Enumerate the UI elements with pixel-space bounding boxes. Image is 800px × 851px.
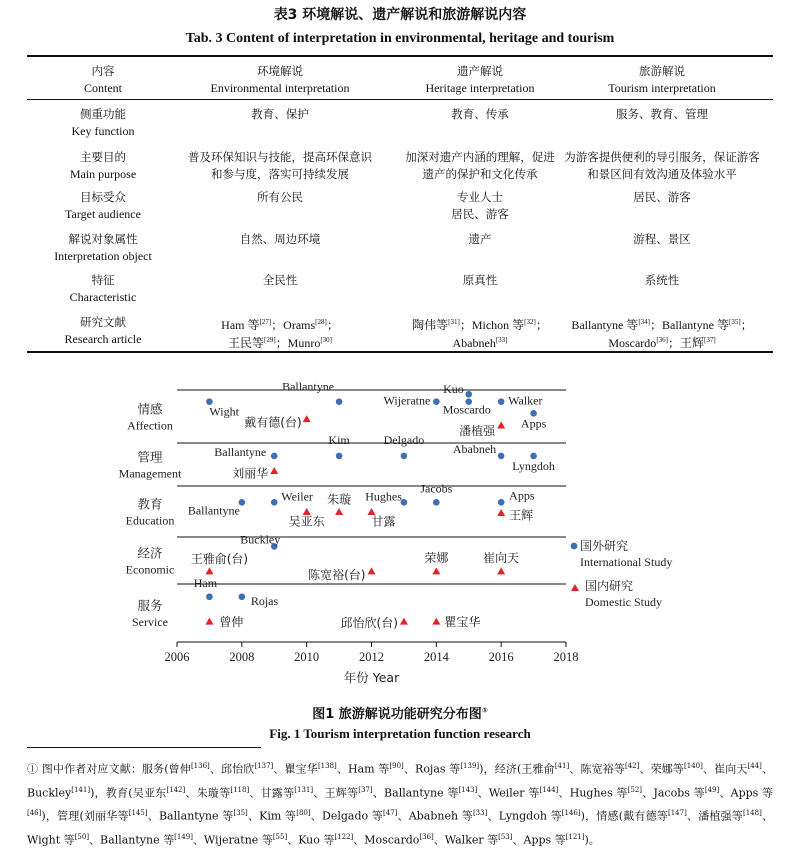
row-her-4: 原真性 bbox=[462, 273, 498, 287]
research-distribution-chart bbox=[0, 380, 800, 700]
data-point-domestic bbox=[303, 415, 311, 422]
legend-international-marker bbox=[571, 543, 578, 550]
x-tick-label: 2006 bbox=[164, 650, 190, 664]
data-point-domestic bbox=[270, 467, 278, 474]
x-tick-label: 2018 bbox=[553, 650, 579, 664]
data-point-label: Weiler bbox=[281, 489, 313, 504]
data-point-international bbox=[498, 398, 505, 405]
row-env-2: 所有公民 bbox=[257, 190, 303, 204]
data-point-label: Ababneh bbox=[452, 441, 497, 456]
table-caption-cn: 表3 环境解说、遗产解说和旅游解说内容 bbox=[273, 7, 527, 23]
row-her-3: 遗产 bbox=[468, 232, 492, 246]
data-point-international bbox=[206, 593, 213, 600]
row-env-0: 教育、保护 bbox=[251, 107, 309, 121]
figure-caption-en: Fig. 1 Tourism interpretation function research bbox=[269, 726, 531, 741]
row-tour-2: 居民、游客 bbox=[633, 190, 691, 204]
data-point-label: Kim bbox=[328, 432, 350, 447]
category-label-cn: 经济 bbox=[137, 545, 163, 561]
data-point-international bbox=[271, 499, 278, 506]
data-point-label: 瞿宝华 bbox=[444, 615, 481, 630]
legend-international-en: International Study bbox=[580, 555, 673, 569]
category-label-en: Economic bbox=[125, 562, 175, 577]
data-point-domestic bbox=[432, 567, 440, 574]
x-axis-label: 年份 Year bbox=[343, 670, 400, 685]
data-point-label: 陈宽裕(台) bbox=[308, 567, 366, 582]
data-point-label: Jacobs bbox=[420, 481, 453, 496]
data-point-label: 邱怡欣(台) bbox=[340, 616, 398, 631]
research-tour-1: Ballantyne 等[34]；Ballantyne 等[35]； bbox=[571, 318, 753, 332]
research-tour-2: Moscardo[36]；王辉[37] bbox=[608, 336, 716, 350]
table-header-rule bbox=[27, 99, 773, 100]
research-env-2: 王民等[29]；Munro[30] bbox=[227, 336, 333, 350]
data-point-label: 王雅俞(台) bbox=[190, 551, 249, 566]
data-point-label: Ham bbox=[193, 575, 218, 590]
data-point-domestic bbox=[497, 567, 505, 574]
legend-domestic-marker bbox=[571, 584, 579, 591]
x-tick-label: 2016 bbox=[488, 650, 514, 664]
category-label-cn: 情感 bbox=[137, 401, 163, 417]
data-point-international bbox=[401, 453, 408, 460]
data-point-label: 刘丽华 bbox=[232, 466, 269, 481]
data-point-domestic bbox=[368, 567, 376, 574]
legend-international-cn: 国外研究 bbox=[580, 539, 629, 553]
data-point-label: Kuo bbox=[443, 382, 464, 397]
header-2: 遗产解说 Heritage interpretation bbox=[425, 64, 535, 95]
header-0: 内容 Content bbox=[84, 64, 122, 95]
research-her-2: Ababneh[33] bbox=[452, 336, 508, 350]
row-label-2: 目标受众 Target audience bbox=[65, 190, 141, 221]
data-point-label: Apps bbox=[520, 416, 547, 431]
header-3: 旅游解说 Tourism interpretation bbox=[608, 64, 716, 95]
x-tick-label: 2012 bbox=[359, 650, 384, 664]
data-point-international bbox=[465, 391, 472, 398]
row-tour-3: 游程、景区 bbox=[633, 232, 691, 246]
data-point-international bbox=[336, 398, 343, 405]
row-label-1: 主要目的 Main purpose bbox=[69, 150, 137, 181]
data-point-international bbox=[498, 453, 505, 460]
category-label-en: Education bbox=[125, 513, 175, 528]
data-point-domestic bbox=[497, 509, 505, 516]
x-tick-label: 2010 bbox=[294, 650, 320, 664]
row-her-2: 专业人士 居民、游客 bbox=[451, 190, 509, 221]
data-point-label: 荣娜 bbox=[424, 550, 449, 565]
row-label-research: 研究文献 Research article bbox=[64, 315, 142, 346]
footnote: ① 图中作者对应文献：服务(曾伸[136]、邱怡欣[137]、瞿宝华[138]、Ham 等[90]、Rojas 等[139])，经济(王雅俞[41]、陈宽裕等[42]、荣娜等[140]、崔向天[44]、Buckley[141])，教育(吴亚东[142]、朱璇等[118]、甘露等[131]、王辉等[37]、Ballantyne 等[143]、Weiler 等[144]、Hughes 等[52]、Jacobs 等[49]、Apps 等[46])，管理(刘丽华等[145]、Ballantyne 等[35]、Kim 等[80]、Delgado 等[47]、Ababneh 等[33]、Lyngdoh 等[146])，情感(戴有德等[147]、潘植强等[148]、Wight 等[50]、Ballantyne 等[149]、Wijeratne 等[55]、Kuo 等[122]、Moscardo[36]、Walker 等[53]、Apps 等[121])。 bbox=[27, 762, 774, 847]
row-label-0: 侧重功能 Key function bbox=[71, 107, 135, 138]
data-point-international bbox=[498, 499, 505, 506]
category-label-cn: 教育 bbox=[137, 496, 163, 512]
data-point-international bbox=[239, 593, 246, 600]
data-point-label: 曾伸 bbox=[219, 615, 244, 630]
category-label-en: Management bbox=[118, 466, 182, 481]
data-point-domestic bbox=[335, 508, 343, 515]
data-point-domestic bbox=[205, 618, 213, 625]
data-point-label: 崔向天 bbox=[483, 550, 520, 565]
data-point-label: Ballantyne bbox=[282, 380, 335, 394]
data-point-label: Apps bbox=[509, 488, 535, 503]
row-her-0: 教育、传承 bbox=[451, 107, 509, 121]
data-point-domestic bbox=[432, 618, 440, 625]
data-point-label: Wight bbox=[209, 404, 239, 419]
data-point-label: Ballantyne bbox=[214, 444, 267, 459]
row-tour-0: 服务、教育、管理 bbox=[616, 107, 708, 121]
row-label-4: 特征 Characteristic bbox=[69, 273, 137, 304]
data-point-international bbox=[271, 453, 278, 460]
row-her-1: 加深对遗产内涵的理解，促进 遗产的保护和文化传承 bbox=[405, 150, 555, 181]
data-point-label: 王辉 bbox=[509, 508, 534, 523]
data-point-label: 吴亚东 bbox=[288, 514, 325, 529]
research-her-1: 陶伟等[31]；Michon 等[32]； bbox=[412, 318, 548, 332]
data-point-label: Wijeratne bbox=[383, 393, 431, 408]
legend-domestic-cn: 国内研究 bbox=[585, 579, 634, 593]
row-env-4: 全民性 bbox=[262, 273, 298, 287]
data-point-label: 朱璇 bbox=[327, 492, 352, 507]
data-point-label: Ballantyne bbox=[187, 503, 240, 518]
table-top-rule bbox=[27, 55, 773, 57]
data-point-label: 甘露 bbox=[371, 514, 396, 529]
row-env-1: 普及环保知识与技能，提高环保意识 和参与度，落实可持续发展 bbox=[188, 150, 372, 181]
footnote-rule bbox=[27, 747, 261, 748]
table-caption-en: Tab. 3 Content of interpretation in environmental, heritage and tourism bbox=[185, 31, 615, 46]
row-env-3: 自然、周边环境 bbox=[239, 232, 321, 246]
category-label-cn: 服务 bbox=[137, 598, 163, 613]
row-tour-1: 为游客提供便利的导引服务，保证游客 和景区间有效沟通及体验水平 bbox=[564, 150, 760, 181]
data-point-label: Walker bbox=[508, 393, 543, 408]
data-point-label: 潘植强 bbox=[459, 423, 496, 438]
data-point-domestic bbox=[497, 421, 505, 428]
x-tick-label: 2014 bbox=[423, 650, 449, 664]
data-point-label: Rojas bbox=[250, 593, 279, 608]
data-point-label: Buckley bbox=[240, 532, 281, 547]
data-point-international bbox=[433, 499, 440, 506]
data-point-international bbox=[433, 398, 440, 405]
legend-domestic-en: Domestic Study bbox=[585, 595, 662, 609]
x-tick-label: 2008 bbox=[229, 650, 255, 664]
category-label-en: Service bbox=[132, 615, 168, 629]
data-point-domestic bbox=[205, 567, 213, 574]
data-point-international bbox=[336, 453, 343, 460]
data-point-label: Hughes bbox=[365, 489, 402, 504]
category-label-cn: 管理 bbox=[137, 449, 163, 465]
data-point-domestic bbox=[400, 618, 408, 625]
data-point-label: 戴有德(台) bbox=[244, 415, 302, 430]
research-env-1: Ham 等[27]；Orams[28]； bbox=[221, 318, 339, 332]
row-tour-4: 系统性 bbox=[644, 273, 680, 287]
figure-caption-cn: 图1 旅游解说功能研究分布图① bbox=[312, 706, 488, 722]
header-1: 环境解说 Environmental interpretation bbox=[210, 64, 350, 95]
data-point-label: Moscardo bbox=[442, 402, 491, 417]
row-label-3: 解说对象属性 Interpretation object bbox=[54, 232, 152, 263]
category-label-en: Affection bbox=[127, 418, 173, 433]
data-point-label: Lyngdoh bbox=[512, 458, 555, 473]
data-point-label: Delgado bbox=[383, 432, 425, 447]
